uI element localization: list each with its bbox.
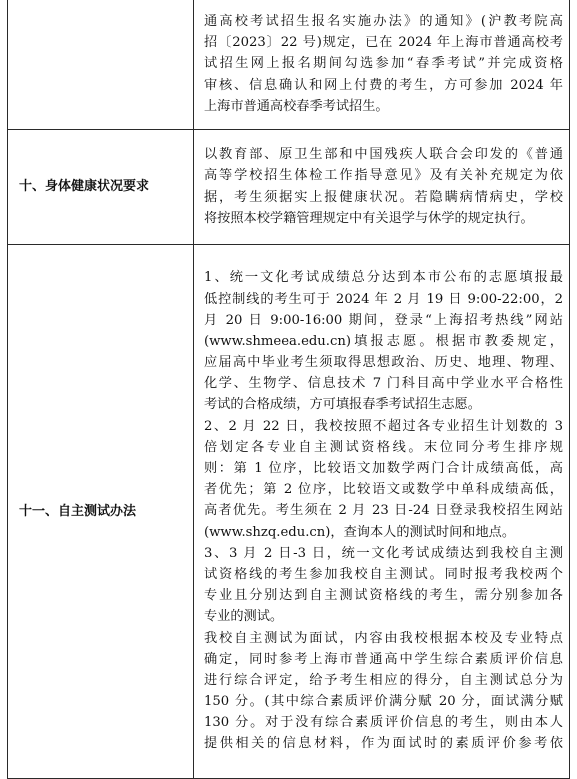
content-line: 高等学校招生体检工作指导意见》及有关补充规定为依	[204, 168, 563, 184]
content-line: 者优先；第 2 位序，比较语文或数学中单科成绩高低，	[204, 482, 563, 498]
admission-policy-table	[7, 0, 570, 779]
row-label: 十一、自主测试办法	[19, 503, 137, 519]
content-line: (www.shmeea.edu.cn)填报志愿。根据市教委规定，	[204, 333, 563, 349]
content-line: 提供相关的信息材料，作为面试时的素质评价参考依	[204, 736, 563, 752]
content-line: 审核、信息确认和网上付费的考生，方可参加 2024 年	[204, 77, 563, 93]
content-line: 试招生网上报名期间勾选参加“春季考试”并完成资格	[204, 56, 563, 72]
content-line: 上海市普通高校春季考试招生。	[204, 98, 389, 114]
content-line: 将按照本校学籍管理规定中有关退学与休学的规定执行。	[204, 210, 534, 226]
content-line: 专业的测试。	[204, 609, 284, 625]
content-line: 招〔2023〕22 号)规定，已在 2024 年上海市普通高校考	[204, 35, 563, 51]
content-line: 专业且分别达到自主测试资格线的考生，需分别参加各	[204, 588, 563, 604]
row-label-cell	[8, 245, 194, 779]
content-line: 130 分。对于没有综合素质评价信息的考生，则由本人	[204, 715, 563, 731]
row-label: 十、身体健康状况要求	[19, 179, 150, 194]
content-line: 倍划定各专业自主测试资格线。末位同分考生排序规	[204, 439, 563, 455]
row-content-cell	[194, 245, 570, 779]
content-line: 应届高中毕业考生须取得思想政治、历史、地理、物理、	[204, 355, 563, 371]
content-line: 高者优先。考生须在 2 月 23 日-24 日登录我校招生网站	[204, 503, 563, 519]
content-line: 通高校考试招生报名实施办法》的通知》(沪教考院高	[204, 14, 563, 30]
content-line: 则：第 1 位序，比较语文加数学两门合计成绩高低，高	[204, 461, 563, 477]
table-row-self-test-method	[8, 245, 570, 779]
row-label-cell	[8, 0, 194, 130]
content-line: 据，考生须据实上报健康状况。若隐瞒病情病史，学校	[204, 189, 563, 205]
content-line: 确定，同时参考上海市普通高中学生综合素质评价信息	[204, 651, 563, 667]
content-line: 低控制线的考生可于 2024 年 2 月 19 日 9:00-22:00，2	[204, 291, 563, 307]
content-line: 月 20 日 9:00-16:00 期间，登录“上海招考热线”网站	[204, 312, 563, 328]
content-line: 试资格线的考生参加我校自主测试。同时报考我校两个	[204, 566, 563, 582]
content-line: 150 分。(其中综合素质评价满分赋 20 分，面试满分赋	[204, 694, 563, 710]
content-line: 以教育部、原卫生部和中国残疾人联合会印发的《普通	[204, 147, 563, 163]
content-line: 3、3 月 2 日-3 日，统一文化考试成绩达到我校自主测	[204, 545, 563, 561]
content-line: 我校自主测试为面试，内容由我校根据本校及专业特点	[204, 630, 563, 646]
content-line: 进行综合评定，给予考生相应的得分，自主测试总分为	[204, 672, 563, 688]
content-line: (www.shzq.edu.cn)，查询本人的测试时间和地点。	[204, 524, 516, 540]
row-content-cell	[194, 130, 570, 245]
row-label-cell	[8, 130, 194, 245]
content-line: 化学、生物学、信息技术 7 门科目高中学业水平合格性	[204, 376, 563, 392]
content-line: 考试的合格成绩，方可填报春季考试招生志愿。	[204, 397, 481, 413]
content-line: 2、2 月 22 日，我校按照不超过各专业招生计划数的 3	[204, 418, 563, 434]
table-row-registration	[8, 0, 570, 130]
table-row-health-requirements	[8, 130, 570, 245]
row-content-cell	[194, 0, 570, 130]
content-line: 1、统一文化考试成绩总分达到本市公布的志愿填报最	[204, 270, 563, 286]
